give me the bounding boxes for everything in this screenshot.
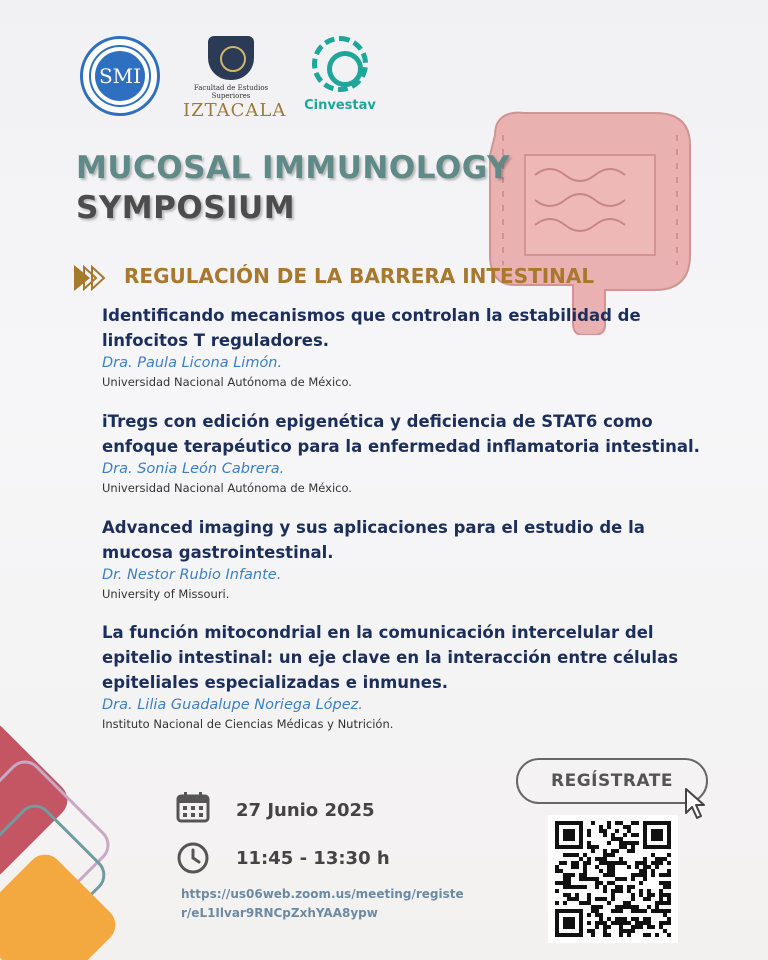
talk-title: Identificando mecanismos que controlan la estabilidad de — [102, 306, 641, 325]
talk-affiliation: Instituto Nacional de Ciencias Médicas y Nutrición. — [102, 717, 394, 731]
iztacala-name: IZTACALA — [183, 100, 287, 121]
section-heading: REGULACIÓN DE LA BARRERA INTESTINAL — [124, 264, 595, 288]
iztacala-subtitle: Facultad de Estudios Superiores — [193, 84, 269, 100]
talk-title: mucosa gastrointestinal. — [102, 543, 334, 562]
talk-title: epiteliales especializadas e inmunes. — [102, 673, 449, 692]
event-date: 27 Junio 2025 — [236, 800, 375, 821]
iztacala-logo — [183, 36, 287, 121]
intestine-illustration — [455, 95, 710, 335]
talk-title: Advanced imaging y sus aplicaciones para el estudio de la — [102, 518, 645, 537]
smi-logo-text: SMI — [95, 51, 145, 101]
talk-4 — [102, 620, 742, 732]
talk-affiliation: Universidad Nacional Autónoma de México. — [102, 481, 352, 495]
calendar-icon — [176, 791, 210, 823]
clock-icon — [176, 841, 210, 875]
talk-speaker: Dra. Lilia Guadalupe Noriega López. — [102, 697, 363, 713]
talk-affiliation: Universidad Nacional Autónoma de México. — [102, 375, 352, 389]
arrows-icon — [72, 263, 112, 293]
title-line-2: SYMPOSIUM — [76, 190, 296, 226]
title-line-1: MUCOSAL IMMUNOLOGY — [76, 150, 510, 186]
cinvestav-logo — [300, 36, 380, 120]
event-time: 11:45 - 13:30 h — [236, 848, 390, 869]
zoom-registration-link[interactable] — [181, 885, 471, 923]
register-button[interactable]: REGÍSTRATE — [516, 758, 708, 804]
talk-title: linfocitos T reguladores. — [102, 331, 330, 350]
talk-title: enfoque terapéutico para la enfermedad inflamatoria intestinal. — [102, 437, 700, 456]
talk-2 — [102, 409, 742, 496]
talk-3 — [102, 515, 742, 602]
talk-title: epitelio intestinal: un eje clave en la interacción entre células — [102, 648, 679, 667]
qr-code-image — [554, 821, 672, 937]
talk-speaker: Dr. Nestor Rubio Infante. — [102, 567, 282, 583]
talk-title: iTregs con edición epigenética y deficiencia de STAT6 como — [102, 412, 653, 431]
talk-1 — [102, 303, 742, 390]
cursor-icon — [680, 785, 710, 821]
smi-logo — [80, 36, 160, 116]
link-line-2: r/eL1Ilvar9RNCpZxhYAA8ypw — [181, 906, 378, 920]
qr-code[interactable] — [548, 815, 678, 943]
talk-speaker: Dra. Paula Licona Limón. — [102, 355, 283, 371]
talk-affiliation: University of Missouri. — [102, 587, 230, 601]
talk-title: La función mitocondrial en la comunicación intercelular del — [102, 623, 654, 642]
talk-speaker: Dra. Sonia León Cabrera. — [102, 461, 285, 477]
cinvestav-name: Cinvestav — [304, 98, 376, 113]
cinvestav-mark-icon — [312, 36, 368, 92]
link-line-1: https://us06web.zoom.us/meeting/registe — [181, 887, 464, 901]
unam-crest-icon — [208, 36, 254, 80]
